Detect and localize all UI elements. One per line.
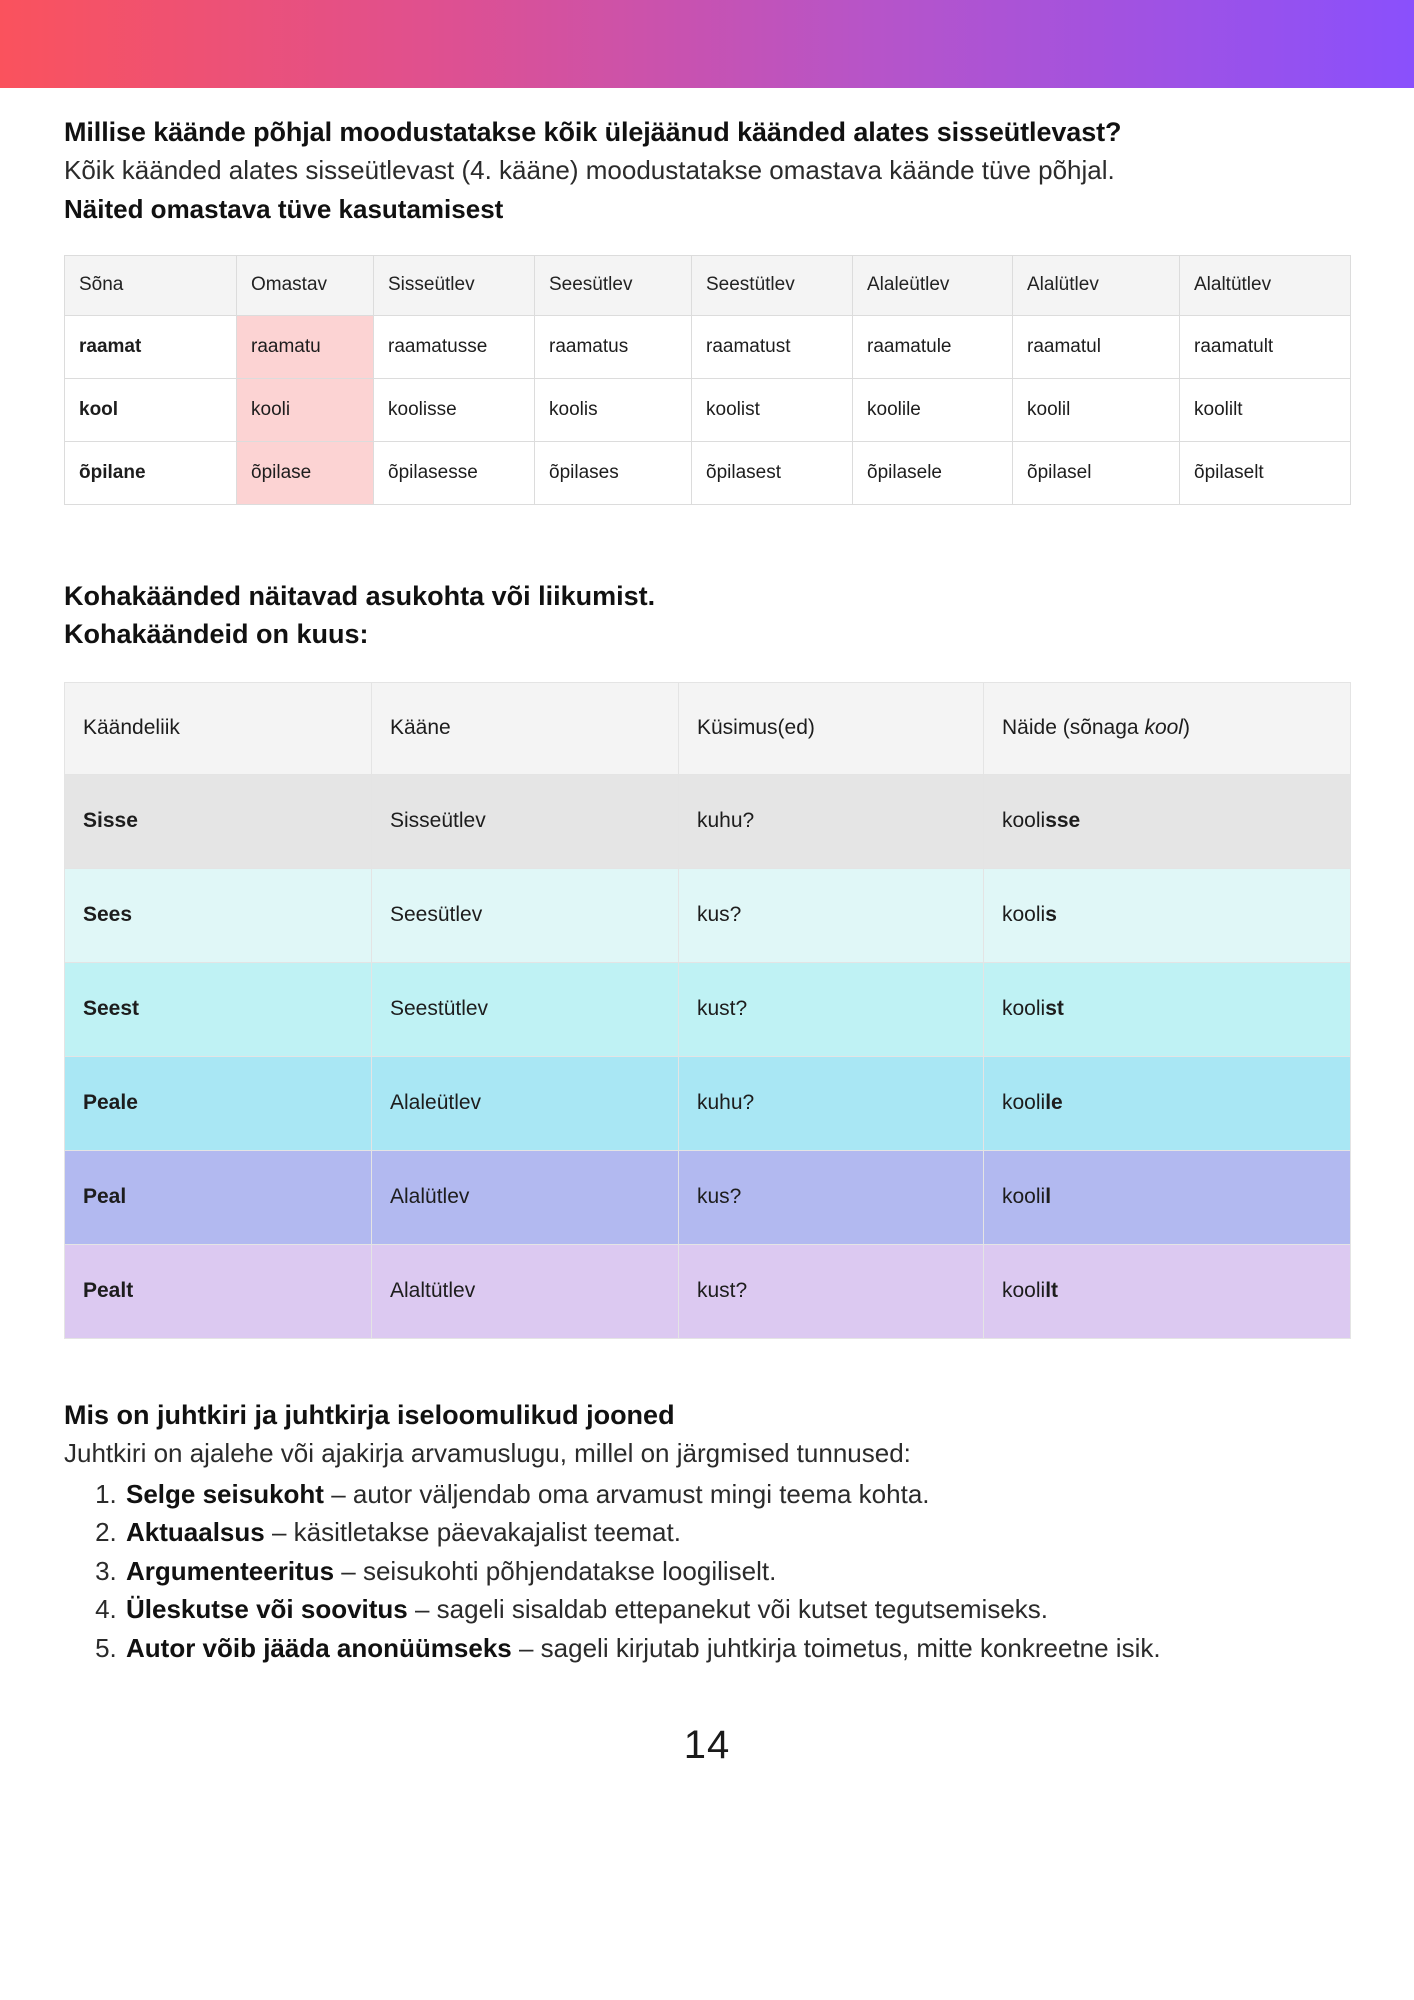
header-example-word: kool [1144, 716, 1183, 740]
table-cell-genitive: kooli [237, 378, 374, 441]
locative-cases-table-wrapper [64, 682, 1350, 1339]
column-header: Alaleütlev [853, 255, 1013, 315]
table-cell-genitive: raamatu [237, 315, 374, 378]
column-header: Seestütlev [692, 255, 853, 315]
example-stem: kooli [1002, 1185, 1046, 1209]
cell-example [984, 868, 1351, 962]
example-stem: kooli [1002, 809, 1046, 833]
subheading-examples: Näited omastava tüve kasutamisest [64, 193, 504, 224]
table-cell: raamatult [1180, 315, 1351, 378]
section-heading-cases: Millise käände põhjal moodustatakse kõik ülejäänud käänded alates sisseütlevast? [64, 117, 1122, 147]
table-cell: koolist [692, 378, 853, 441]
table-cell: õpilasele [853, 441, 1013, 504]
list-item-term: Aktuaalsus [126, 1517, 265, 1548]
column-header: Seesütlev [535, 255, 692, 315]
cell-kind: Peal [65, 1150, 372, 1244]
column-header: Sõna [65, 255, 237, 315]
table-row [65, 1150, 1351, 1244]
example-ending: lt [1045, 1279, 1059, 1303]
table-cell: õpilases [535, 441, 692, 504]
editorial-heading: Mis on juhtkiri ja juhtkirja iseloomulikud jooned [64, 1399, 675, 1430]
cell-question: kust? [679, 1244, 984, 1338]
cell-question: kus? [679, 1150, 984, 1244]
decorative-gradient-bar [0, 0, 1414, 88]
table-cell-word: raamat [65, 315, 237, 378]
table-row [65, 315, 1351, 378]
locative-cases-body [65, 774, 1351, 1338]
list-item-term: Selge seisukoht [126, 1478, 324, 1509]
locative-cases-table [64, 682, 1351, 1339]
table-cell: raamatus [535, 315, 692, 378]
table-cell: koolil [1013, 378, 1180, 441]
cell-case: Alalütlev [372, 1150, 679, 1244]
table-cell-word: õpilane [65, 441, 237, 504]
list-item-desc: – käsitletakse päevakajalist teemat. [264, 1517, 681, 1548]
declension-examples-table [64, 255, 1351, 505]
list-item-desc: – sageli sisaldab ettepanekut või kutset tegutsemiseks. [407, 1594, 1049, 1625]
column-header-question: Küsimus(ed) [679, 682, 984, 774]
list-item [124, 1630, 1350, 1667]
cell-question: kuhu? [679, 774, 984, 868]
example-ending: l [1045, 1185, 1052, 1209]
table-row [65, 1244, 1351, 1338]
cell-kind: Sees [65, 868, 372, 962]
list-item [124, 1476, 1350, 1513]
table-cell: õpilasesse [374, 441, 535, 504]
table-cell: õpilasel [1013, 441, 1180, 504]
cell-kind: Seest [65, 962, 372, 1056]
table-row [65, 378, 1351, 441]
list-item [124, 1553, 1350, 1590]
example-stem: kooli [1002, 903, 1046, 927]
list-item [124, 1514, 1350, 1551]
cell-kind: Pealt [65, 1244, 372, 1338]
cell-example [984, 774, 1351, 868]
cell-question: kust? [679, 962, 984, 1056]
example-ending: sse [1045, 809, 1081, 833]
example-ending: le [1045, 1091, 1063, 1115]
example-stem: kooli [1002, 997, 1046, 1021]
column-header-example [984, 682, 1351, 774]
page-number: 14 [683, 1723, 731, 1768]
cell-example [984, 1150, 1351, 1244]
list-item [124, 1591, 1350, 1628]
table-cell: raamatule [853, 315, 1013, 378]
table-cell: koolile [853, 378, 1013, 441]
cell-example [984, 1056, 1351, 1150]
table-cell: raamatust [692, 315, 853, 378]
example-stem: kooli [1002, 1091, 1046, 1115]
column-header: Sisseütlev [374, 255, 535, 315]
locative-intro-line-1: Kohakäänded näitavad asukohta või liikumist. [64, 580, 656, 611]
list-item-desc: – autor väljendab oma arvamust mingi teema kohta. [323, 1478, 930, 1509]
cell-example [984, 1244, 1351, 1338]
page-content [0, 88, 1414, 1798]
table-cell: raamatul [1013, 315, 1180, 378]
column-header-case: Kääne [372, 682, 679, 774]
list-item-term: Üleskutse või soovitus [126, 1594, 408, 1625]
table-cell: koolisse [374, 378, 535, 441]
cell-example [984, 962, 1351, 1056]
editorial-intro: Juhtkiri on ajalehe või ajakirja arvamuslugu, millel on järgmised tunnused: [64, 1438, 911, 1469]
cell-case: Alaltütlev [372, 1244, 679, 1338]
cell-case: Seesütlev [372, 868, 679, 962]
column-header: Alalütlev [1013, 255, 1180, 315]
list-item-desc: – sageli kirjutab juhtkirja toimetus, mitte konkreetne isik. [511, 1632, 1161, 1663]
list-item-desc: – seisukohti põhjendatakse loogiliselt. [334, 1555, 777, 1586]
table-header-row [65, 255, 1351, 315]
locative-cases-intro [64, 577, 1350, 654]
example-stem: kooli [1002, 1279, 1046, 1303]
cell-kind: Peale [65, 1056, 372, 1150]
table-cell-genitive: õpilase [237, 441, 374, 504]
list-item-term: Argumenteeritus [126, 1555, 335, 1586]
cell-question: kuhu? [679, 1056, 984, 1150]
declension-examples-table-wrapper [64, 255, 1350, 505]
locative-intro-line-2: Kohakäändeid on kuus: [64, 619, 369, 650]
editorial-section [64, 1397, 1350, 1667]
column-header: Alaltütlev [1180, 255, 1351, 315]
table-row [65, 441, 1351, 504]
table-row [65, 868, 1351, 962]
section-paragraph-cases: Kõik käänded alates sisseütlevast (4. kääne) moodustatakse omastava käände tüve põhjal. [64, 154, 1115, 185]
column-header-kind: Käändeliik [65, 682, 372, 774]
cell-case: Sisseütlev [372, 774, 679, 868]
table-cell: raamatusse [374, 315, 535, 378]
header-example-suffix: ) [1182, 716, 1190, 740]
table-cell: koolilt [1180, 378, 1351, 441]
cell-case: Seestütlev [372, 962, 679, 1056]
example-ending: s [1045, 903, 1057, 927]
column-header: Omastav [237, 255, 374, 315]
table-cell-word: kool [65, 378, 237, 441]
table-cell: õpilaselt [1180, 441, 1351, 504]
table-row [65, 774, 1351, 868]
list-item-term: Autor võib jääda anonüümseks [126, 1632, 512, 1663]
table-row [65, 962, 1351, 1056]
table-cell: koolis [535, 378, 692, 441]
cell-case: Alaleütlev [372, 1056, 679, 1150]
example-ending: st [1045, 997, 1064, 1021]
editorial-feature-list [64, 1476, 1350, 1667]
cell-kind: Sisse [65, 774, 372, 868]
table-header-row [65, 682, 1351, 774]
header-example-prefix: Näide (sõnaga [1002, 716, 1145, 740]
cell-question: kus? [679, 868, 984, 962]
table-cell: õpilasest [692, 441, 853, 504]
table-row [65, 1056, 1351, 1150]
